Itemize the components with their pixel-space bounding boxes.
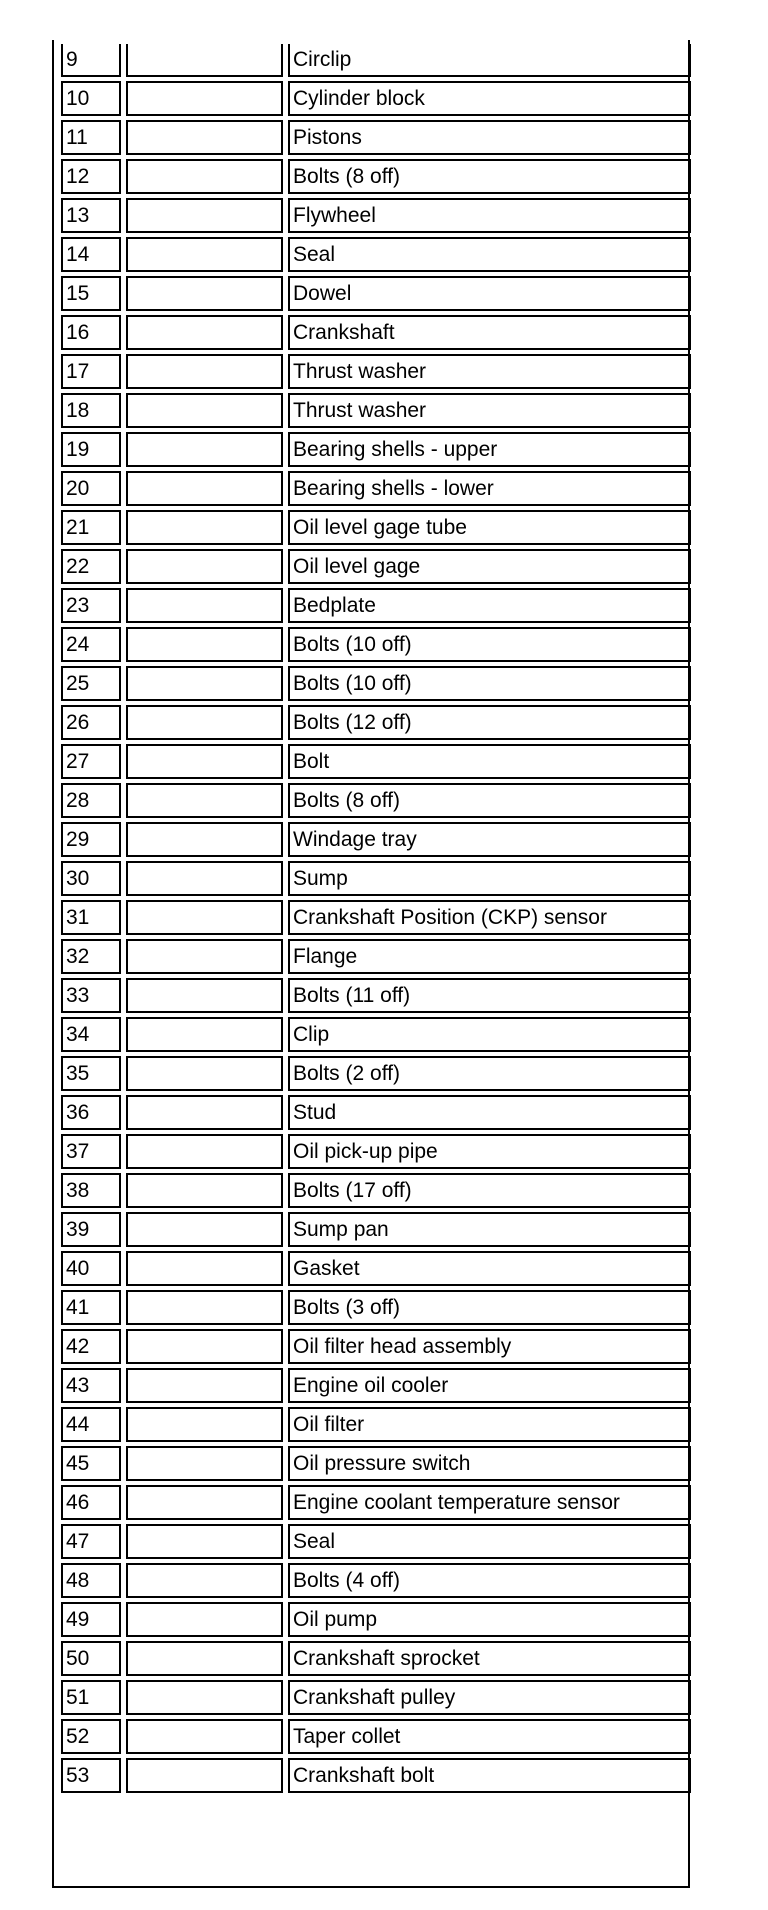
part-number-cell	[126, 315, 283, 350]
table-row	[61, 1680, 691, 1715]
part-number-cell	[126, 44, 283, 77]
item-number-cell: 16	[61, 315, 121, 350]
part-number-cell	[126, 1290, 283, 1325]
description-cell: Clip	[288, 1017, 691, 1052]
item-number-cell: 20	[61, 471, 121, 506]
description-cell: Pistons	[288, 120, 691, 155]
table-row	[61, 1368, 691, 1403]
part-number-cell	[126, 198, 283, 233]
table-row	[61, 1641, 691, 1676]
table-row	[61, 1212, 691, 1247]
part-number-cell	[126, 1212, 283, 1247]
table-row	[61, 1290, 691, 1325]
item-number-cell: 22	[61, 549, 121, 584]
description-cell: Bolt	[288, 744, 691, 779]
item-number-cell: 36	[61, 1095, 121, 1130]
description-cell: Sump	[288, 861, 691, 896]
table-row	[61, 1173, 691, 1208]
part-number-cell	[126, 1524, 283, 1559]
item-number-cell: 21	[61, 510, 121, 545]
table-row	[61, 705, 691, 740]
part-number-cell	[126, 1485, 283, 1520]
table-row	[61, 44, 691, 77]
item-number-cell: 52	[61, 1719, 121, 1754]
item-number-cell: 23	[61, 588, 121, 623]
description-cell: Circlip	[288, 44, 691, 77]
table-row	[61, 978, 691, 1013]
table-row	[61, 237, 691, 272]
item-number-cell: 38	[61, 1173, 121, 1208]
table-row	[61, 1329, 691, 1364]
table-row	[61, 1485, 691, 1520]
parts-legend-table	[56, 40, 696, 1797]
table-row	[61, 276, 691, 311]
part-number-cell	[126, 1017, 283, 1052]
description-cell: Bolts (3 off)	[288, 1290, 691, 1325]
description-cell: Oil filter	[288, 1407, 691, 1442]
description-cell: Flywheel	[288, 198, 691, 233]
description-cell: Flange	[288, 939, 691, 974]
table-row	[61, 159, 691, 194]
item-number-cell: 18	[61, 393, 121, 428]
item-number-cell: 43	[61, 1368, 121, 1403]
description-cell: Engine oil cooler	[288, 1368, 691, 1403]
item-number-cell: 25	[61, 666, 121, 701]
description-cell: Crankshaft	[288, 315, 691, 350]
table-row	[61, 861, 691, 896]
item-number-cell: 32	[61, 939, 121, 974]
description-cell: Engine coolant temperature sensor	[288, 1485, 691, 1520]
item-number-cell: 37	[61, 1134, 121, 1169]
description-cell: Bolts (8 off)	[288, 783, 691, 818]
table-row	[61, 900, 691, 935]
part-number-cell	[126, 705, 283, 740]
part-number-cell	[126, 939, 283, 974]
item-number-cell: 17	[61, 354, 121, 389]
description-cell: Bolts (10 off)	[288, 666, 691, 701]
table-row	[61, 315, 691, 350]
part-number-cell	[126, 627, 283, 662]
description-cell: Taper collet	[288, 1719, 691, 1754]
description-cell: Bolts (2 off)	[288, 1056, 691, 1091]
item-number-cell: 13	[61, 198, 121, 233]
part-number-cell	[126, 471, 283, 506]
table-row	[61, 1524, 691, 1559]
item-number-cell: 26	[61, 705, 121, 740]
part-number-cell	[126, 432, 283, 467]
table-row	[61, 1056, 691, 1091]
part-number-cell	[126, 1329, 283, 1364]
item-number-cell: 30	[61, 861, 121, 896]
item-number-cell: 28	[61, 783, 121, 818]
table-row	[61, 1251, 691, 1286]
item-number-cell: 31	[61, 900, 121, 935]
item-number-cell: 33	[61, 978, 121, 1013]
item-number-cell: 15	[61, 276, 121, 311]
table-row	[61, 1563, 691, 1598]
description-cell: Bolts (8 off)	[288, 159, 691, 194]
description-cell: Bedplate	[288, 588, 691, 623]
description-cell: Gasket	[288, 1251, 691, 1286]
part-number-cell	[126, 1719, 283, 1754]
parts-table-frame	[52, 40, 690, 1888]
description-cell: Bolts (11 off)	[288, 978, 691, 1013]
part-number-cell	[126, 1758, 283, 1793]
item-number-cell: 24	[61, 627, 121, 662]
description-cell: Oil level gage tube	[288, 510, 691, 545]
description-cell: Sump pan	[288, 1212, 691, 1247]
item-number-cell: 47	[61, 1524, 121, 1559]
description-cell: Bolts (10 off)	[288, 627, 691, 662]
table-row	[61, 549, 691, 584]
part-number-cell	[126, 822, 283, 857]
item-number-cell: 10	[61, 81, 121, 116]
item-number-cell: 27	[61, 744, 121, 779]
description-cell: Oil level gage	[288, 549, 691, 584]
table-row	[61, 393, 691, 428]
part-number-cell	[126, 861, 283, 896]
description-cell: Seal	[288, 237, 691, 272]
table-row	[61, 471, 691, 506]
item-number-cell: 14	[61, 237, 121, 272]
description-cell: Oil filter head assembly	[288, 1329, 691, 1364]
description-cell: Bolts (12 off)	[288, 705, 691, 740]
item-number-cell: 48	[61, 1563, 121, 1598]
part-number-cell	[126, 666, 283, 701]
item-number-cell: 41	[61, 1290, 121, 1325]
part-number-cell	[126, 978, 283, 1013]
description-cell: Oil pick-up pipe	[288, 1134, 691, 1169]
table-row	[61, 1446, 691, 1481]
description-cell: Cylinder block	[288, 81, 691, 116]
item-number-cell: 44	[61, 1407, 121, 1442]
description-cell: Crankshaft Position (CKP) sensor	[288, 900, 691, 935]
part-number-cell	[126, 588, 283, 623]
table-row	[61, 1758, 691, 1793]
part-number-cell	[126, 1407, 283, 1442]
table-row	[61, 81, 691, 116]
part-number-cell	[126, 159, 283, 194]
table-row	[61, 432, 691, 467]
description-cell: Seal	[288, 1524, 691, 1559]
table-row	[61, 510, 691, 545]
part-number-cell	[126, 1602, 283, 1637]
item-number-cell: 34	[61, 1017, 121, 1052]
table-row	[61, 588, 691, 623]
description-cell: Oil pressure switch	[288, 1446, 691, 1481]
part-number-cell	[126, 744, 283, 779]
part-number-cell	[126, 783, 283, 818]
part-number-cell	[126, 1056, 283, 1091]
description-cell: Bearing shells - lower	[288, 471, 691, 506]
item-number-cell: 39	[61, 1212, 121, 1247]
part-number-cell	[126, 1173, 283, 1208]
table-row	[61, 1017, 691, 1052]
description-cell: Dowel	[288, 276, 691, 311]
item-number-cell: 11	[61, 120, 121, 155]
table-row	[61, 120, 691, 155]
item-number-cell: 51	[61, 1680, 121, 1715]
item-number-cell: 53	[61, 1758, 121, 1793]
part-number-cell	[126, 1095, 283, 1130]
item-number-cell: 46	[61, 1485, 121, 1520]
part-number-cell	[126, 1446, 283, 1481]
table-row	[61, 783, 691, 818]
table-row	[61, 1602, 691, 1637]
item-number-cell: 29	[61, 822, 121, 857]
item-number-cell: 42	[61, 1329, 121, 1364]
table-row	[61, 822, 691, 857]
table-row	[61, 666, 691, 701]
part-number-cell	[126, 120, 283, 155]
item-number-cell: 9	[61, 44, 121, 77]
description-cell: Thrust washer	[288, 393, 691, 428]
table-row	[61, 198, 691, 233]
part-number-cell	[126, 1134, 283, 1169]
description-cell: Bolts (17 off)	[288, 1173, 691, 1208]
description-cell: Bolts (4 off)	[288, 1563, 691, 1598]
part-number-cell	[126, 393, 283, 428]
item-number-cell: 49	[61, 1602, 121, 1637]
item-number-cell: 40	[61, 1251, 121, 1286]
description-cell: Oil pump	[288, 1602, 691, 1637]
table-row	[61, 939, 691, 974]
description-cell: Windage tray	[288, 822, 691, 857]
part-number-cell	[126, 354, 283, 389]
part-number-cell	[126, 900, 283, 935]
description-cell: Crankshaft pulley	[288, 1680, 691, 1715]
table-row	[61, 1719, 691, 1754]
table-row	[61, 1134, 691, 1169]
table-row	[61, 1407, 691, 1442]
part-number-cell	[126, 1251, 283, 1286]
part-number-cell	[126, 510, 283, 545]
description-cell: Crankshaft sprocket	[288, 1641, 691, 1676]
table-row	[61, 354, 691, 389]
item-number-cell: 45	[61, 1446, 121, 1481]
item-number-cell: 12	[61, 159, 121, 194]
item-number-cell: 19	[61, 432, 121, 467]
part-number-cell	[126, 1368, 283, 1403]
description-cell: Crankshaft bolt	[288, 1758, 691, 1793]
item-number-cell: 35	[61, 1056, 121, 1091]
part-number-cell	[126, 549, 283, 584]
description-cell: Stud	[288, 1095, 691, 1130]
part-number-cell	[126, 1680, 283, 1715]
parts-table-body	[61, 44, 691, 1793]
table-row	[61, 627, 691, 662]
description-cell: Thrust washer	[288, 354, 691, 389]
table-row	[61, 1095, 691, 1130]
table-row	[61, 744, 691, 779]
part-number-cell	[126, 81, 283, 116]
part-number-cell	[126, 237, 283, 272]
description-cell: Bearing shells - upper	[288, 432, 691, 467]
item-number-cell: 50	[61, 1641, 121, 1676]
part-number-cell	[126, 276, 283, 311]
part-number-cell	[126, 1563, 283, 1598]
part-number-cell	[126, 1641, 283, 1676]
